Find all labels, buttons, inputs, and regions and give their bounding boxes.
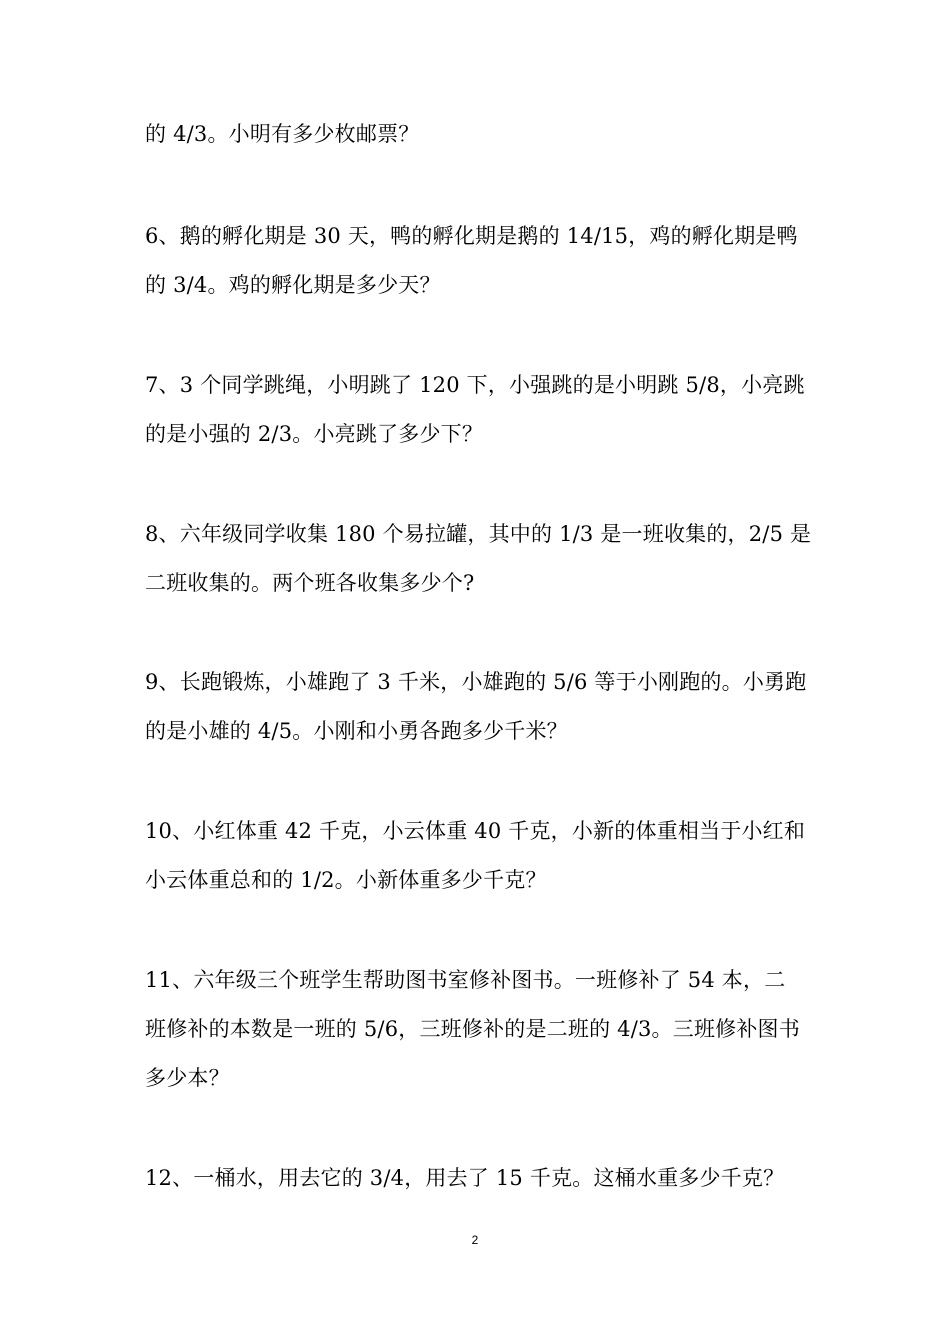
text-line: 10、小红体重 42 千克，小云体重 40 千克，小新的体重相当于小红和 — [145, 819, 806, 843]
text-line: 9、长跑锻炼，小雄跑了 3 千米，小雄跑的 5/6 等于小刚跑的。小勇跑 — [145, 670, 807, 694]
text-line: 的是小雄的 4/5。小刚和小勇各跑多少千米？ — [145, 719, 568, 743]
text-line: 7、3 个同学跳绳，小明跳了 120 下，小强跳的是小明跳 5/8，小亮跳 — [145, 373, 805, 397]
text-line: 多少本？ — [145, 1066, 230, 1090]
page-number: 2 — [471, 1233, 479, 1247]
text-line: 8、六年级同学收集 180 个易拉罐，其中的 1/3 是一班收集的，2/5 是 — [145, 522, 812, 546]
text-line: 小云体重总和的 1/2。小新体重多少千克？ — [145, 868, 547, 892]
text-line: 的 4/3。小明有多少枚邮票？ — [145, 122, 420, 146]
text-line: 12、一桶水，用去它的 3/4，用去了 15 千克。这桶水重多少千克？ — [145, 1166, 785, 1190]
text-line: 的 3/4。鸡的孵化期是多少天？ — [145, 273, 441, 297]
text-line: 6、鹅的孵化期是 30 天，鸭的孵化期是鹅的 14/15，鸡的孵化期是鸭 — [145, 224, 798, 248]
text-line: 的是小强的 2/3。小亮跳了多少下？ — [145, 422, 484, 446]
text-line: 11、六年级三个班学生帮助图书室修补图书。一班修补了 54 本，二 — [145, 968, 786, 992]
text-line: 二班收集的。两个班各收集多少个? — [145, 571, 475, 595]
text-line: 班修补的本数是一班的 5/6，三班修补的是二班的 4/3。三班修补图书 — [145, 1017, 800, 1041]
